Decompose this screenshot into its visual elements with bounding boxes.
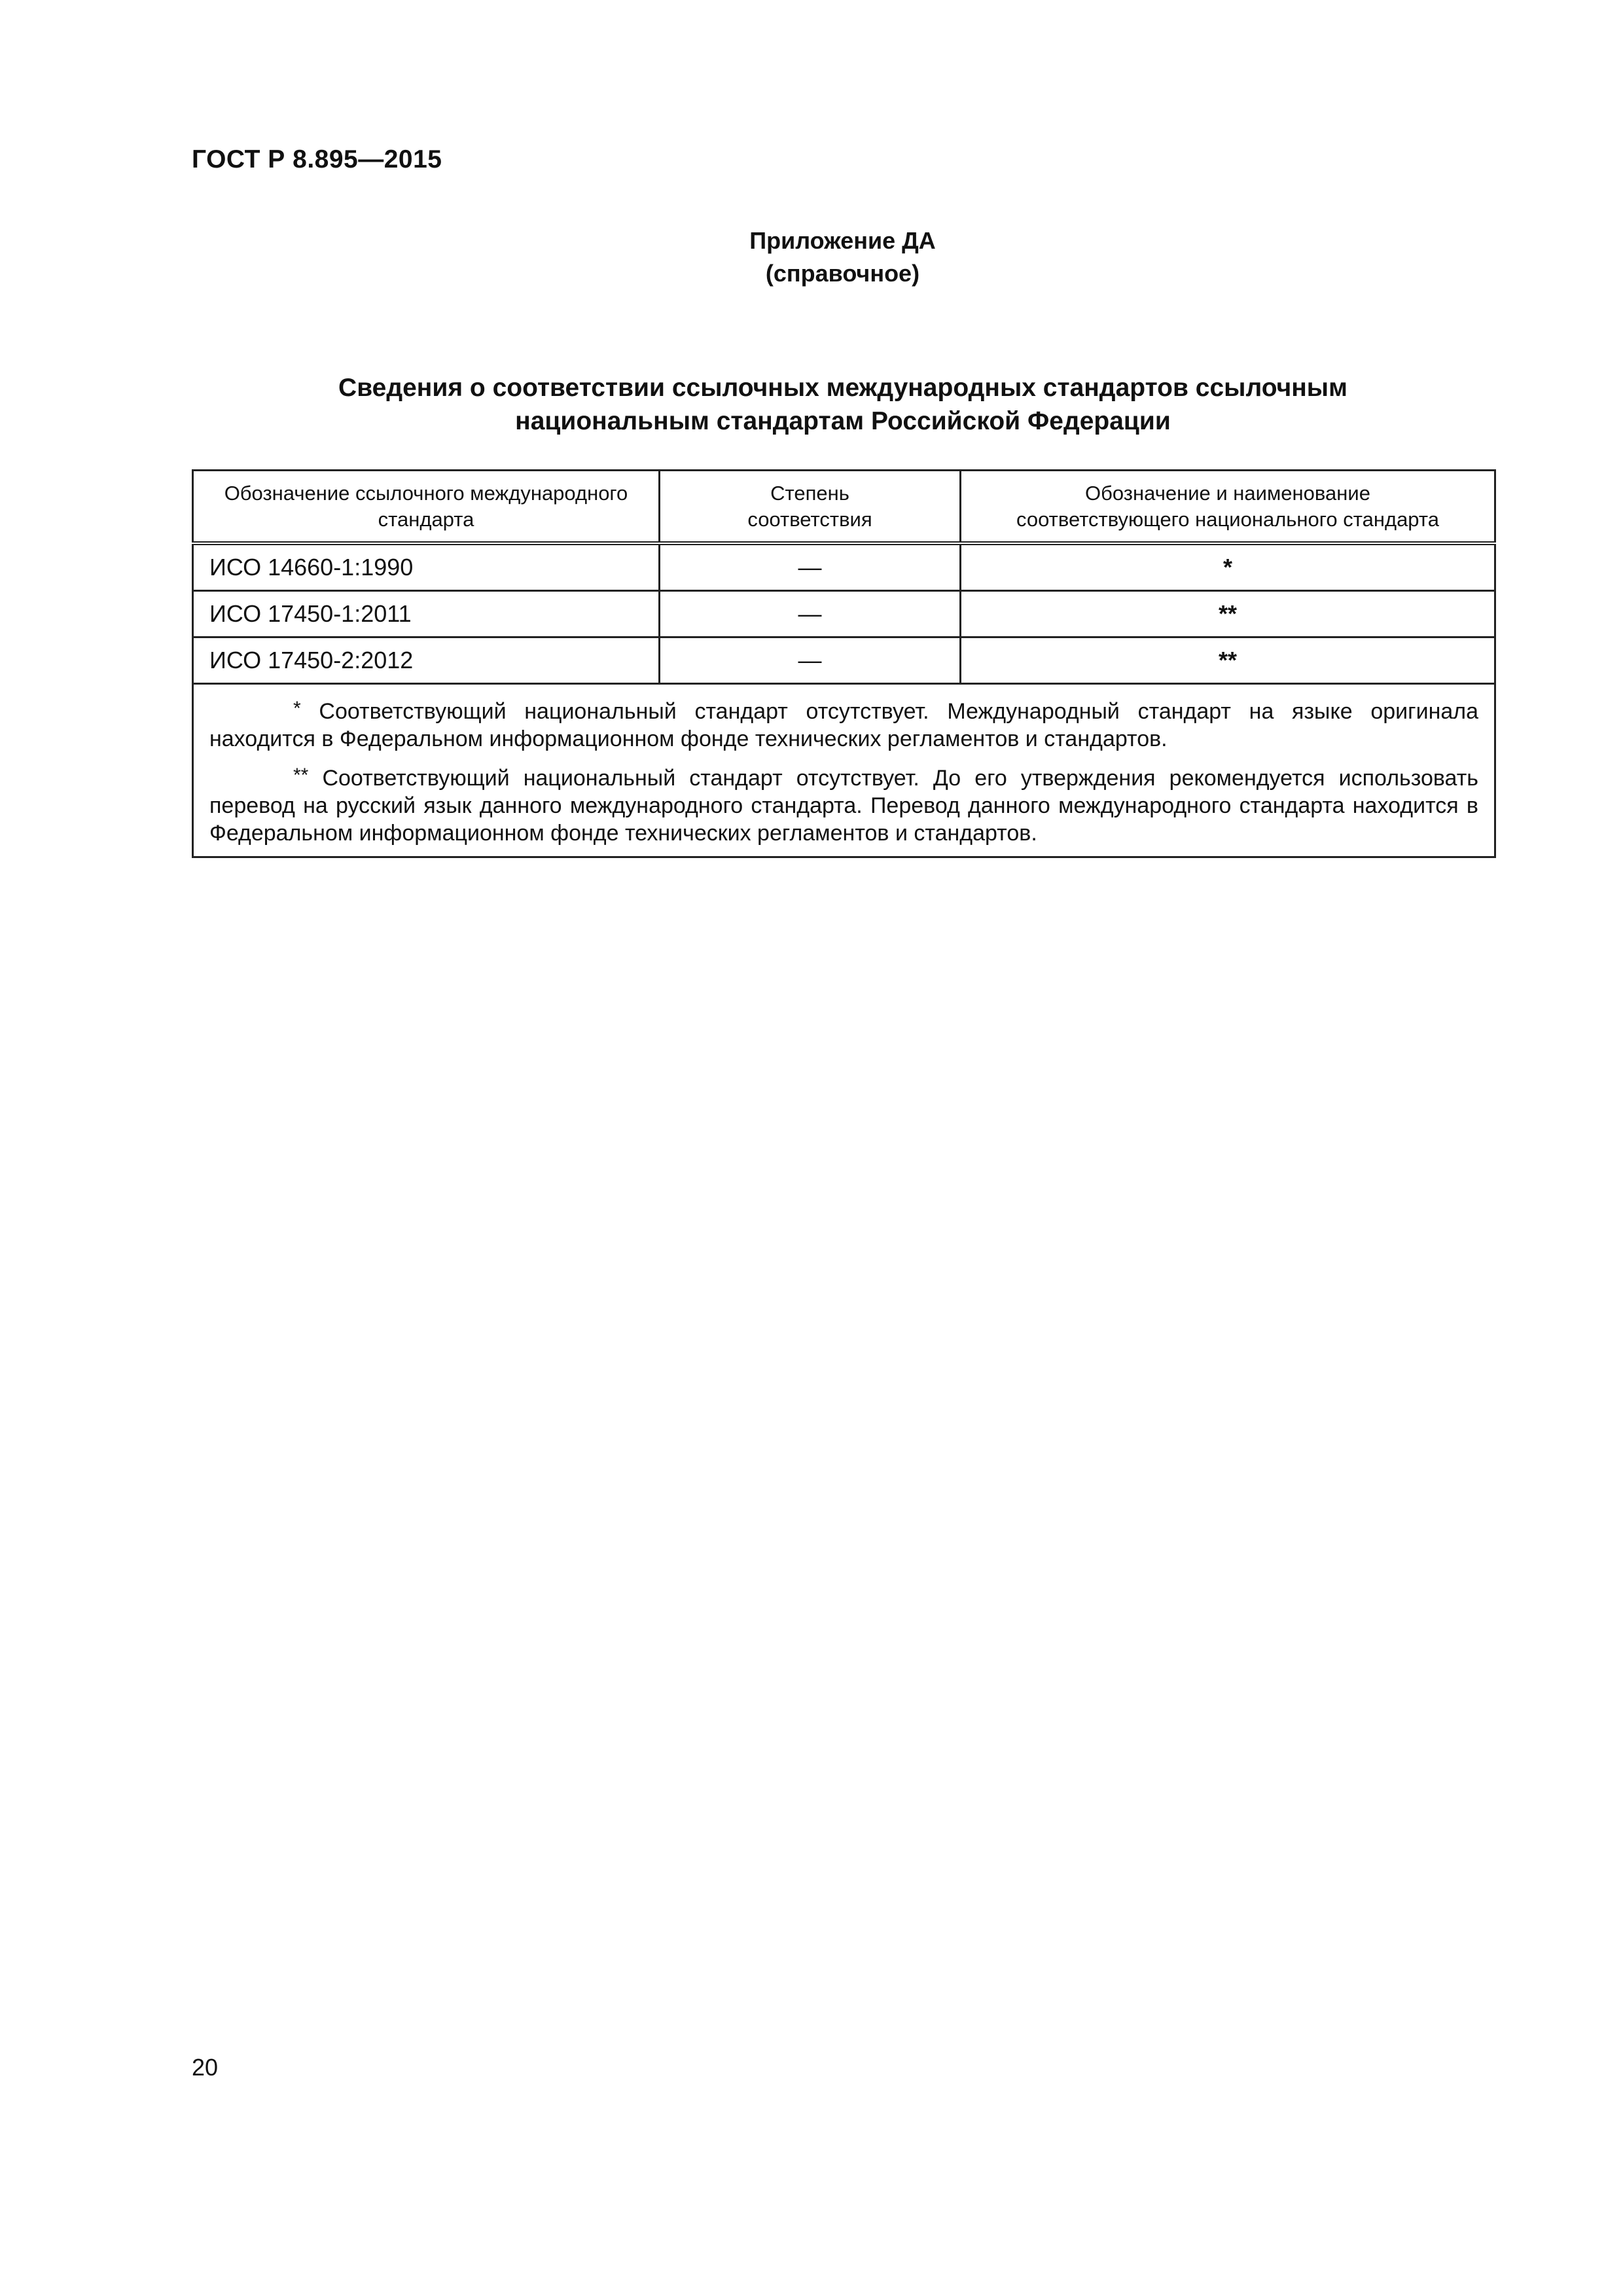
cell-standard: ИСО 17450-1:2011 xyxy=(193,591,660,637)
footnote-text: Соответствующий национальный стандарт отсутствует. До его утверждения рекомендуется использовать перевод на русский язык данного международного стандарта. Перевод данного международного стандарта находится в Федеральном информационном фонде технических регламентов и стандартов. xyxy=(209,766,1478,846)
cell-degree: — xyxy=(660,637,961,684)
table-row xyxy=(193,591,1495,637)
cell-standard: ИСО 17450-2:2012 xyxy=(193,637,660,684)
page-number: 20 xyxy=(192,2054,219,2081)
table-row xyxy=(193,543,1495,591)
cell-national: * xyxy=(961,543,1495,591)
table-notes-row xyxy=(193,684,1495,857)
footnote-mark: * xyxy=(293,698,301,719)
footnote-mark: ** xyxy=(293,764,309,786)
column-header-national-standard: Обозначение и наименование соответствующего национального стандарта xyxy=(961,471,1495,544)
column-header-international-standard: Обозначение ссылочного международного стандарта xyxy=(193,471,660,544)
document-code: ГОСТ Р 8.895—2015 xyxy=(192,145,442,173)
heading-line-1: Сведения о соответствии ссылочных международных стандартов ссылочным xyxy=(338,374,1347,402)
heading-line-2: национальным стандартам Российской Федерации xyxy=(515,407,1171,435)
table-header-row xyxy=(193,471,1495,544)
column-header-degree: Степень соответствия xyxy=(660,471,961,544)
footnote-2 xyxy=(209,762,1478,847)
cell-degree: — xyxy=(660,591,961,637)
appendix-type: (справочное) xyxy=(765,260,920,287)
cell-national: ** xyxy=(961,637,1495,684)
appendix-title: Приложение ДА xyxy=(749,227,936,254)
section-heading xyxy=(192,371,1494,438)
correspondence-table xyxy=(192,469,1496,858)
table-row xyxy=(193,637,1495,684)
cell-degree: — xyxy=(660,543,961,591)
footnote-text: Соответствующий национальный стандарт отсутствует. Международный стандарт на языке оригинала находится в Федеральном информационном фонде технических регламентов и стандартов. xyxy=(209,699,1478,751)
cell-national: ** xyxy=(961,591,1495,637)
appendix-header xyxy=(0,224,1623,290)
cell-standard: ИСО 14660-1:1990 xyxy=(193,543,660,591)
footnote-1 xyxy=(209,695,1478,753)
table-notes xyxy=(193,684,1495,857)
